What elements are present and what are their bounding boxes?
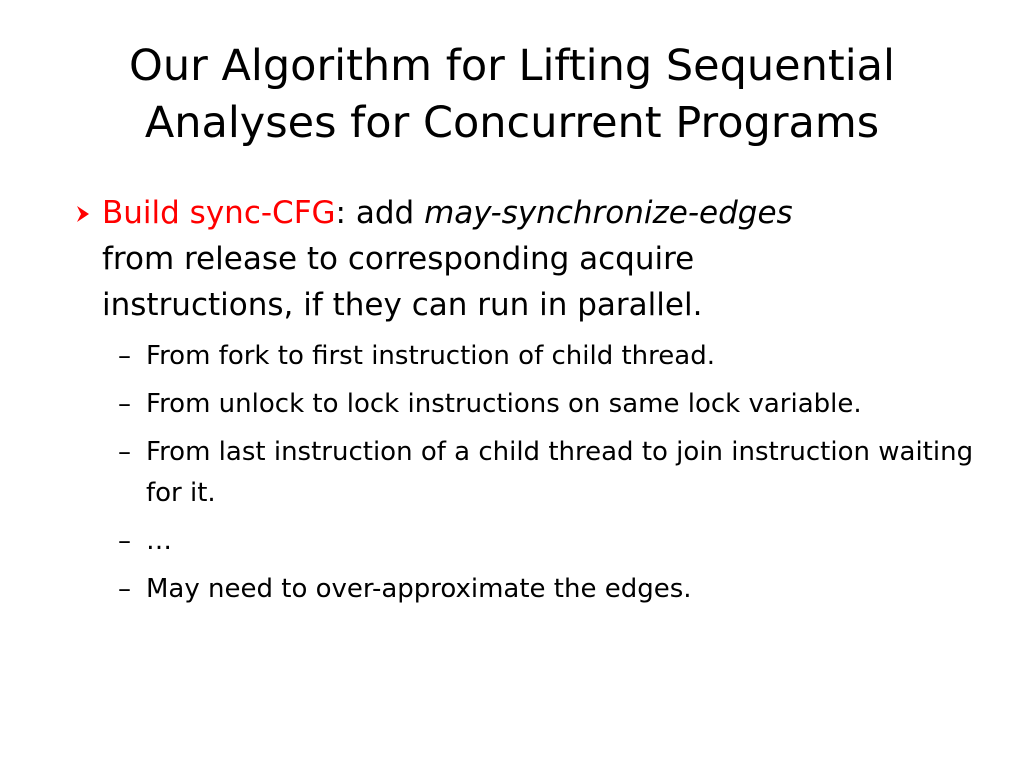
sub-bullet-dash: –	[118, 341, 131, 371]
slide-title	[40, 38, 984, 152]
sub-bullet-list	[118, 336, 978, 617]
sub-bullet-dash: –	[118, 437, 131, 467]
slide-title-line-1: Our Algorithm for Lifting Sequential	[129, 41, 895, 91]
sub-bullet-text: From fork to first instruction of child thread.	[146, 341, 715, 371]
sub-bullet-item	[118, 569, 978, 610]
sub-bullet-item	[118, 432, 978, 514]
sub-bullet-item	[118, 384, 978, 425]
bullet-line-3: instructions, if they can run in parallel.	[102, 287, 703, 323]
sub-bullet-text: May need to over-approximate the edges.	[146, 574, 692, 604]
slide-title-line-2: Analyses for Concurrent Programs	[144, 98, 880, 148]
main-bullet-text	[74, 190, 974, 328]
sub-bullet-item	[118, 336, 978, 377]
sub-bullet-text: From unlock to lock instructions on same lock variable.	[146, 389, 862, 419]
sub-bullet-item	[118, 521, 978, 562]
main-bullet	[74, 190, 974, 328]
sub-bullet-text: From last instruction of a child thread to join instruction waiting for it.	[146, 437, 974, 508]
sub-bullet-dash: –	[118, 574, 131, 604]
bullet-colon-text: : add	[335, 195, 425, 231]
sub-bullet-text: …	[146, 526, 172, 556]
sub-bullet-dash: –	[118, 526, 131, 556]
bullet-lead-phrase: Build sync-CFG	[102, 195, 336, 231]
bullet-line-2: from release to corresponding acquire	[102, 241, 695, 277]
sub-bullet-dash: –	[118, 389, 131, 419]
bullet-emphasis-term: may-synchronize-edges	[424, 195, 793, 231]
arrow-right-bullet-icon	[74, 204, 92, 224]
